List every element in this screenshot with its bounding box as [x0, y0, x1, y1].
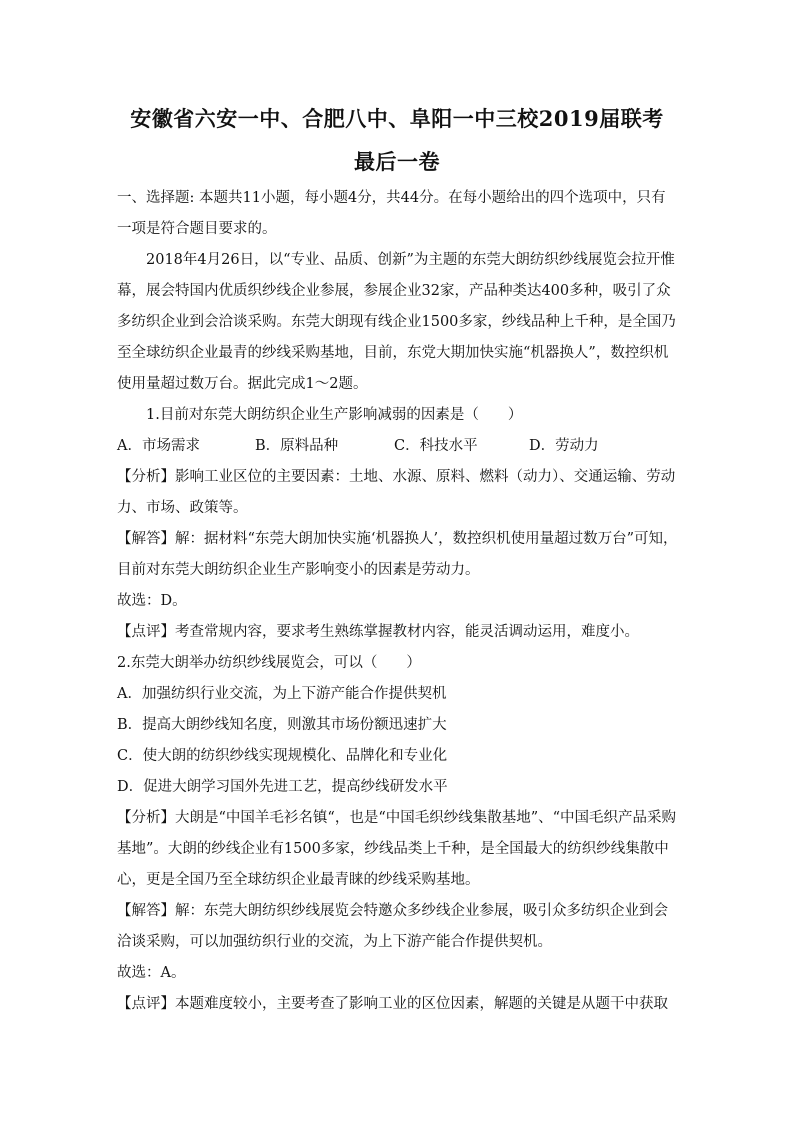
question-stem: 1.目前对东莞大朗纺织企业生产影响减弱的因素是（ ）: [146, 407, 523, 423]
option-c: C．使大朗的纺织纱线实现规模化、品牌化和专业化: [117, 748, 448, 764]
analysis-text: 【分析】影响工业区位的主要因素：土地、水源、原料、燃料（动力）、交通运输、劳动力、市场、政策等。: [117, 469, 676, 516]
answer-text: 故选：D。: [117, 593, 187, 609]
solution-text: 【解答】解：东莞大朗纺织纱线展览会特邀众多纱线企业参展，吸引众多纺织企业到会洽谈采购，可以加强纺织行业的交流，为上下游产能合作提供契机。: [117, 903, 668, 950]
passage-text: 2018年4月26日，以“专业、品质、创新”为主题的东莞大朗纺织纱线展览会拉开惟幕，展会特国内优质织纱线企业参展，参展企业32家，产品种类达400多种，吸引了众多纺织企业到会洽谈采购。东莞大朗现有线企业1500多家，纱线品种上千种，是全国乃至全球纺织企业最青的纱线采购基地，目前，东党大期加快实施“机器换人”，数控织机使用量超过数万台。据此完成1～2题。: [117, 252, 676, 392]
document-body: [117, 183, 679, 1020]
comment-text: 【点评】考查常规内容，要求考生熟练掌握教材内容，能灵活调动运用，难度小。: [117, 624, 639, 640]
solution-text: 【解答】解：据材料“东莞大朗加快实施‘机器换人’，数控织机使用量超过数万台”可知，目前对东莞大朗纺织企业生产影响变小的因素是劳动力。: [117, 531, 678, 578]
question-2: [117, 648, 679, 1020]
option-c: C．科技水平: [394, 438, 478, 454]
option-row: [117, 431, 679, 462]
option-b: B．原料品种: [255, 438, 339, 454]
option-a: A．加强纺织行业交流，为上下游产能合作提供契机: [117, 686, 447, 702]
option-d: D．促进大朗学习国外先进工艺，提高纱线研发水平: [117, 779, 448, 795]
document-title: 安徽省六安一中、合肥八中、阜阳一中三校2019届联考: [130, 106, 664, 131]
document-subtitle: 最后一卷: [354, 149, 440, 174]
option-d: D．劳动力: [529, 438, 599, 454]
option-b: B．提高大朗纱线知名度，则激其市场份额迅速扩大: [117, 717, 447, 733]
section-header: 一、选择题: 本题共11小题，每小题4分，共44分。在每小题给出的四个选项中，只有一项是符合题目要求的。: [117, 190, 666, 237]
question-stem: 2.东莞大朗举办纺织纱线展览会，可以（ ）: [117, 655, 421, 671]
comment-text: 【点评】本题难度较小，主要考查了影响工业的区位因素，解题的关键是从题干中获取: [117, 996, 668, 1012]
answer-text: 故选：A。: [117, 965, 186, 981]
analysis-text: 【分析】大朗是“中国羊毛衫名镇“，也是“中国毛织纱线集散基地”、“中国毛织产品采购基地”。大朗的纱线企业有1500多家，纱线品类上千种，是全国最大的纺织纱线集散中心，更是全国乃至全球纺织企业最青睐的纱线采购基地。: [117, 810, 677, 888]
option-a: A．市场需求: [117, 438, 200, 454]
question-1: [117, 400, 679, 648]
